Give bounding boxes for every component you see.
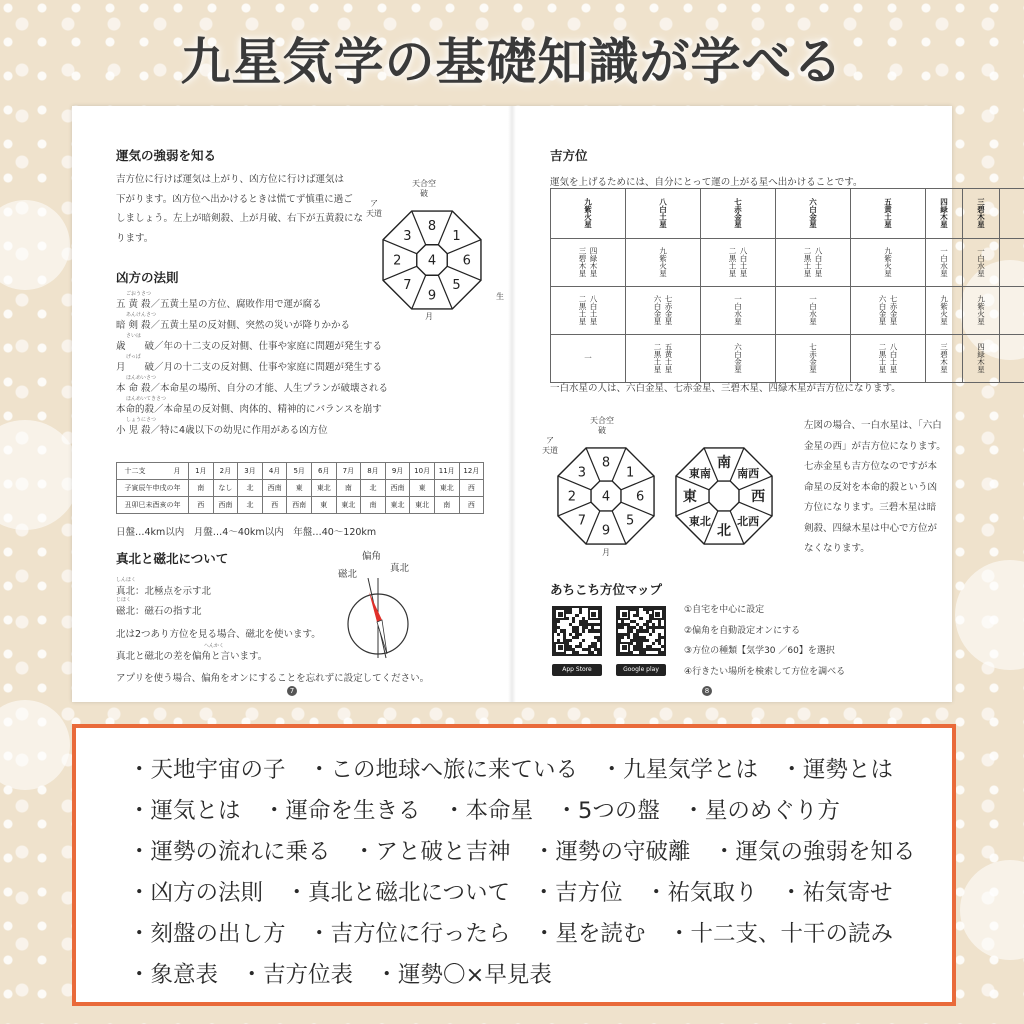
table-cell <box>776 239 851 287</box>
table-row <box>551 189 1024 239</box>
keyword-line: ・凶方の法則 ・真北と磁北について ・吉方位 ・祐気取り ・祐気寄せ <box>128 880 893 906</box>
table-cell: 東 <box>287 480 312 497</box>
keyword-line: ・天地宇宙の子 ・この地球へ旅に来ている ・九星気学とは ・運勢とは <box>128 757 894 783</box>
table-cell: なし <box>213 480 238 497</box>
star-name: 一白水星 <box>808 294 818 325</box>
month-header: 8月 <box>361 463 386 480</box>
row-label: 丑卯巳未酉亥の年 <box>117 497 189 514</box>
section-heading-north: 真北と磁北について <box>116 551 229 566</box>
google-play-badge[interactable]: Google play <box>616 664 666 676</box>
table-cell: 北 <box>361 480 386 497</box>
bg-dot <box>960 860 1024 960</box>
keyword-box <box>72 724 956 1006</box>
table-header-cell: 十二支 月 <box>117 463 189 480</box>
octagon-label: 2 <box>393 253 402 269</box>
ruby: へんかく <box>204 643 225 649</box>
star-name: 七赤金星 <box>808 342 818 373</box>
text-line: 命星の反対を本命的殺という凶 <box>804 481 938 493</box>
octagon-label: 北 <box>717 523 731 540</box>
diagram-label-left: ア 天道 <box>366 199 382 218</box>
diagram-explanation <box>804 416 954 560</box>
month-header: 10月 <box>410 463 435 480</box>
ruby: しょうにさつ <box>126 417 157 423</box>
kippo-footer: 一白水星の人は、六白金星、七赤金星、三碧木星、四緑木星が吉方位になります。 <box>550 383 901 394</box>
text-line: アプリを使う場合、偏角をオンにすることを忘れずに設定してください。 <box>116 673 430 684</box>
octagon-label: 2 <box>567 489 577 505</box>
compass-icon <box>342 578 414 660</box>
star-header: 六白金星 <box>776 189 851 239</box>
table-cell <box>551 287 626 335</box>
table-cell: 南 <box>336 480 361 497</box>
diagram-label-top: 天合空 破 <box>590 416 614 435</box>
table-row <box>551 287 1024 335</box>
star-name: 六白金星 <box>653 294 662 325</box>
star-name: 三碧木星 <box>939 342 949 373</box>
table-cell: 西南 <box>262 480 287 497</box>
octagon-label: 西 <box>751 489 766 505</box>
table-cell <box>926 287 963 335</box>
octagon-label: 7 <box>577 513 587 529</box>
table-cell: 南 <box>189 480 214 497</box>
table-row <box>551 239 1024 287</box>
octagon-label: 東南 <box>688 466 711 480</box>
bg-dot <box>0 200 70 290</box>
month-header: 3月 <box>238 463 263 480</box>
row-label: 子寅辰午申戌の年 <box>117 480 189 497</box>
text-line: 吉方位に行けば運気は上がり、凶方位に行けば運気は <box>116 174 345 185</box>
star-name: 四緑木星 <box>976 342 986 373</box>
star-header: 四緑木星 <box>926 189 963 239</box>
table-cell: 東北 <box>385 497 410 514</box>
star-name: 一 <box>583 353 593 362</box>
ruby: げっぱ <box>126 354 141 360</box>
bg-dot <box>955 560 1024 670</box>
table-cell <box>551 239 626 287</box>
octagon-label: 7 <box>403 278 412 294</box>
table-cell: 北 <box>238 480 263 497</box>
text-line: 真北と磁北の差を偏角と言います。 <box>116 651 268 662</box>
ruby: しんほく <box>116 577 137 583</box>
month-header: 4月 <box>262 463 287 480</box>
table-cell <box>1000 287 1024 335</box>
book-spread <box>72 106 986 702</box>
text-line: 北は2つあり方位を見る場合、磁北を使います。 <box>116 629 321 640</box>
keyword-line: ・運気とは ・運命を生きる ・本命星 ・5つの盤 ・星のめぐり方 <box>128 798 840 824</box>
octagon-label: 3 <box>577 465 587 481</box>
table-cell <box>1000 335 1024 383</box>
table-cell <box>701 287 776 335</box>
map-steps <box>684 600 944 682</box>
month-header: 7月 <box>336 463 361 480</box>
star-header: 七赤金星 <box>701 189 776 239</box>
step-item: ③方位の種類【気学30 ／60】を選択 <box>684 646 835 656</box>
octagon-label: 9 <box>427 288 437 304</box>
table-cell: 東北 <box>434 480 459 497</box>
kyoho-rule: 暗 剣 殺／五黄土星の反対側、突然の災いが降りかかる <box>116 320 351 331</box>
table-cell <box>776 335 851 383</box>
compass-label-shinhoku: 真北 <box>390 563 410 574</box>
star-name: 三碧木星 <box>578 246 587 277</box>
star-name: 八白土星 <box>589 294 598 325</box>
diagram-label-bottom: 月 <box>425 312 433 321</box>
kippo-table <box>550 188 1024 383</box>
step-item: ①自宅を中心に設定 <box>684 605 765 615</box>
octagon-label: 北西 <box>737 515 760 529</box>
qr-code-app-store[interactable] <box>552 606 602 656</box>
table-cell <box>963 239 1000 287</box>
table-cell <box>701 335 776 383</box>
month-header: 12月 <box>459 463 484 480</box>
kippo-intro: 運気を上げるためには、自分にとって運の上がる星へ出かけることです。 <box>550 177 863 188</box>
ruby: ごおうさつ <box>126 291 152 297</box>
table-cell <box>926 335 963 383</box>
kyoho-rule: 小 児 殺／特に4歳以下の幼児に作用がある凶方位 <box>116 425 328 436</box>
kyusei-octagon-diagram <box>552 442 660 550</box>
kyusei-octagon-diagram <box>377 205 487 315</box>
table-cell: 南 <box>434 497 459 514</box>
unsei-text <box>116 170 386 248</box>
table-cell: 西南 <box>385 480 410 497</box>
diagram-label-right: 生 <box>496 292 504 301</box>
table-row <box>117 463 484 480</box>
star-name: 六白金星 <box>878 294 887 325</box>
octagon-label: 東 <box>682 489 697 505</box>
table-cell: 西 <box>459 497 484 514</box>
page-number: 8 <box>702 686 712 696</box>
compass-label-jihoku: 磁北 <box>338 569 358 580</box>
star-name: 二黒土星 <box>728 246 737 277</box>
star-name: 四緑木星 <box>589 246 598 277</box>
star-name: 一白水星 <box>939 246 949 277</box>
table-cell: 西 <box>262 497 287 514</box>
table-cell <box>851 239 926 287</box>
table-cell <box>551 335 626 383</box>
text-line: 金星の西」が吉方位になります。 <box>804 440 946 452</box>
keyword-line: ・運勢の流れに乗る ・アと破と吉神 ・運勢の守破離 ・運気の強弱を知る <box>128 839 916 865</box>
table-row <box>551 335 1024 383</box>
diagram-label-top: 天合空 破 <box>412 179 436 198</box>
star-header: 八白土星 <box>626 189 701 239</box>
ruby: さいは <box>126 333 142 339</box>
diagram-label-bottom: 月 <box>602 548 610 557</box>
star-name: 二黒土星 <box>653 342 662 373</box>
table-cell: 西南 <box>213 497 238 514</box>
octagon-label: 6 <box>635 489 645 505</box>
star-name: 二黒土星 <box>578 294 587 325</box>
table-cell <box>626 239 701 287</box>
table-cell <box>701 239 776 287</box>
table-row <box>117 497 484 514</box>
ruby: ほんめいてきさつ <box>126 396 167 402</box>
table-cell: 東北 <box>311 480 336 497</box>
section-heading-kyoho: 凶方の法則 <box>116 270 179 285</box>
octagon-label: 南 <box>717 454 731 471</box>
star-name: 五黄土星 <box>664 342 673 373</box>
right-page <box>512 106 986 702</box>
month-header: 6月 <box>311 463 336 480</box>
octagon-label: 8 <box>601 455 611 471</box>
star-name: 七赤金星 <box>664 294 673 325</box>
table-cell: 北 <box>238 497 263 514</box>
table-cell: 西 <box>459 480 484 497</box>
text-line: ります。 <box>116 232 154 244</box>
section-heading-unsei: 運気の強弱を知る <box>116 148 217 163</box>
text-line: 磁北：磁石の指す北 <box>116 606 202 617</box>
ruby: ほんめいさつ <box>126 375 157 381</box>
text-line: 七赤金星も吉方位なのですが本 <box>804 461 938 472</box>
qr-code-google-play[interactable] <box>616 606 666 656</box>
table-cell <box>926 239 963 287</box>
ban-distance-note: 日盤…4km以内 月盤…4〜40km以内 年盤…40〜120km <box>116 527 377 538</box>
step-item: ②偏角を自動設定オンにする <box>684 625 801 636</box>
table-cell: 西 <box>189 497 214 514</box>
octagon-label: 4 <box>601 489 611 505</box>
keyword-line: ・刻盤の出し方 ・吉方位に行ったら ・星を読む ・十二支、十干の読み <box>128 921 894 947</box>
table-cell <box>851 287 926 335</box>
octagon-label: 3 <box>403 228 412 244</box>
kyoho-rule: 本 命 殺／本命星の場所、自分の才能、人生プランが破壊される <box>116 383 389 394</box>
diagram-label-left: ア 天道 <box>542 436 558 455</box>
month-header: 5月 <box>287 463 312 480</box>
table-cell: 東 <box>410 480 435 497</box>
compass-label-hen: 偏角 <box>362 551 382 562</box>
star-name: 九紫火星 <box>939 294 949 325</box>
month-header: 2月 <box>213 463 238 480</box>
keyword-line: ・象意表 ・吉方位表 ・運勢〇×早見表 <box>128 962 552 988</box>
star-name: 二黒土星 <box>803 246 812 277</box>
table-cell <box>626 335 701 383</box>
table-cell <box>851 335 926 383</box>
star-name: 一白水星 <box>733 294 743 325</box>
octagon-label: 5 <box>625 513 635 529</box>
star-name: 九紫火星 <box>976 294 986 325</box>
octagon-label: 1 <box>452 228 461 244</box>
table-cell <box>1000 239 1024 287</box>
text-line: なくなります。 <box>804 543 870 554</box>
kyoho-rule: 歳 破／年の十二支の反対側、仕事や家庭に問題が発生する <box>116 341 383 352</box>
page-number: 7 <box>287 686 297 696</box>
page-title: 九星気学の基礎知識が学べる <box>180 33 844 91</box>
star-header: 九紫火星 <box>551 189 626 239</box>
octagon-label: 8 <box>427 218 437 234</box>
star-header: 五黄土星 <box>851 189 926 239</box>
octagon-label: 6 <box>462 253 471 269</box>
ruby: あんけんさつ <box>126 312 157 318</box>
table-cell <box>626 287 701 335</box>
text-line: 真北：北極点を示す北 <box>116 586 212 597</box>
star-header <box>1000 189 1024 239</box>
star-name: 八白土星 <box>889 342 898 373</box>
octagon-label: 5 <box>452 278 461 294</box>
octagon-label: 4 <box>427 253 437 269</box>
app-store-badge[interactable]: App Store <box>552 664 602 676</box>
ruby: じほく <box>116 597 132 603</box>
star-name: 九紫火星 <box>883 246 893 277</box>
table-cell <box>963 287 1000 335</box>
star-name: 七赤金星 <box>889 294 898 325</box>
direction-octagon-diagram <box>670 442 778 550</box>
text-line: 方位になります。三碧木星は暗 <box>804 502 937 513</box>
octagon-label: 1 <box>625 465 635 481</box>
star-name: 九紫火星 <box>658 246 668 277</box>
octagon-label: 南西 <box>737 466 760 480</box>
table-cell: 東北 <box>336 497 361 514</box>
table-cell: 西南 <box>287 497 312 514</box>
table-cell: 南 <box>361 497 386 514</box>
table-row <box>117 480 484 497</box>
table-cell <box>963 335 1000 383</box>
bg-dot <box>0 700 70 790</box>
kyoho-rule: 五 黄 殺／五黄土星の方位、腐敗作用で運が腐る <box>116 299 322 310</box>
jyunishi-table <box>116 462 484 514</box>
step-item: ④行きたい場所を検索して方位を調べる <box>684 666 846 677</box>
month-header: 11月 <box>434 463 459 480</box>
month-header: 9月 <box>385 463 410 480</box>
table-cell: 東北 <box>410 497 435 514</box>
bg-dot <box>0 420 80 530</box>
kyoho-rule: 月 破／月の十二支の反対側、仕事や家庭に問題が発生する <box>116 362 383 373</box>
table-cell <box>776 287 851 335</box>
octagon-label: 9 <box>601 523 611 539</box>
section-heading-map: あちこち方位マップ <box>550 582 663 597</box>
section-heading-kippo: 吉方位 <box>550 148 588 163</box>
star-name: 八白土星 <box>814 246 823 277</box>
text-line: 左図の場合、一白水星は、「六白 <box>804 420 942 431</box>
left-page <box>72 106 512 702</box>
star-name: 六白金星 <box>733 342 743 373</box>
text-line: しましょう。左上が暗剣殺、上が月破、右下が五黄殺にな <box>116 213 364 224</box>
star-header: 三碧木星 <box>963 189 1000 239</box>
star-name: 八白土星 <box>739 246 748 277</box>
table-cell: 東 <box>311 497 336 514</box>
star-name: 二黒土星 <box>878 342 887 373</box>
text-line: 下がります。凶方位へ出かけるときは慌てず慎重に過ご <box>116 193 353 205</box>
star-name: 一白水星 <box>976 246 986 277</box>
text-line: 剣殺、四緑木星は中心で方位が <box>804 522 938 534</box>
kyoho-rule: 本命的殺／本命星の反対側、肉体的、精神的にバランスを崩す <box>116 404 382 415</box>
month-header: 1月 <box>189 463 214 480</box>
octagon-label: 東北 <box>688 515 711 529</box>
